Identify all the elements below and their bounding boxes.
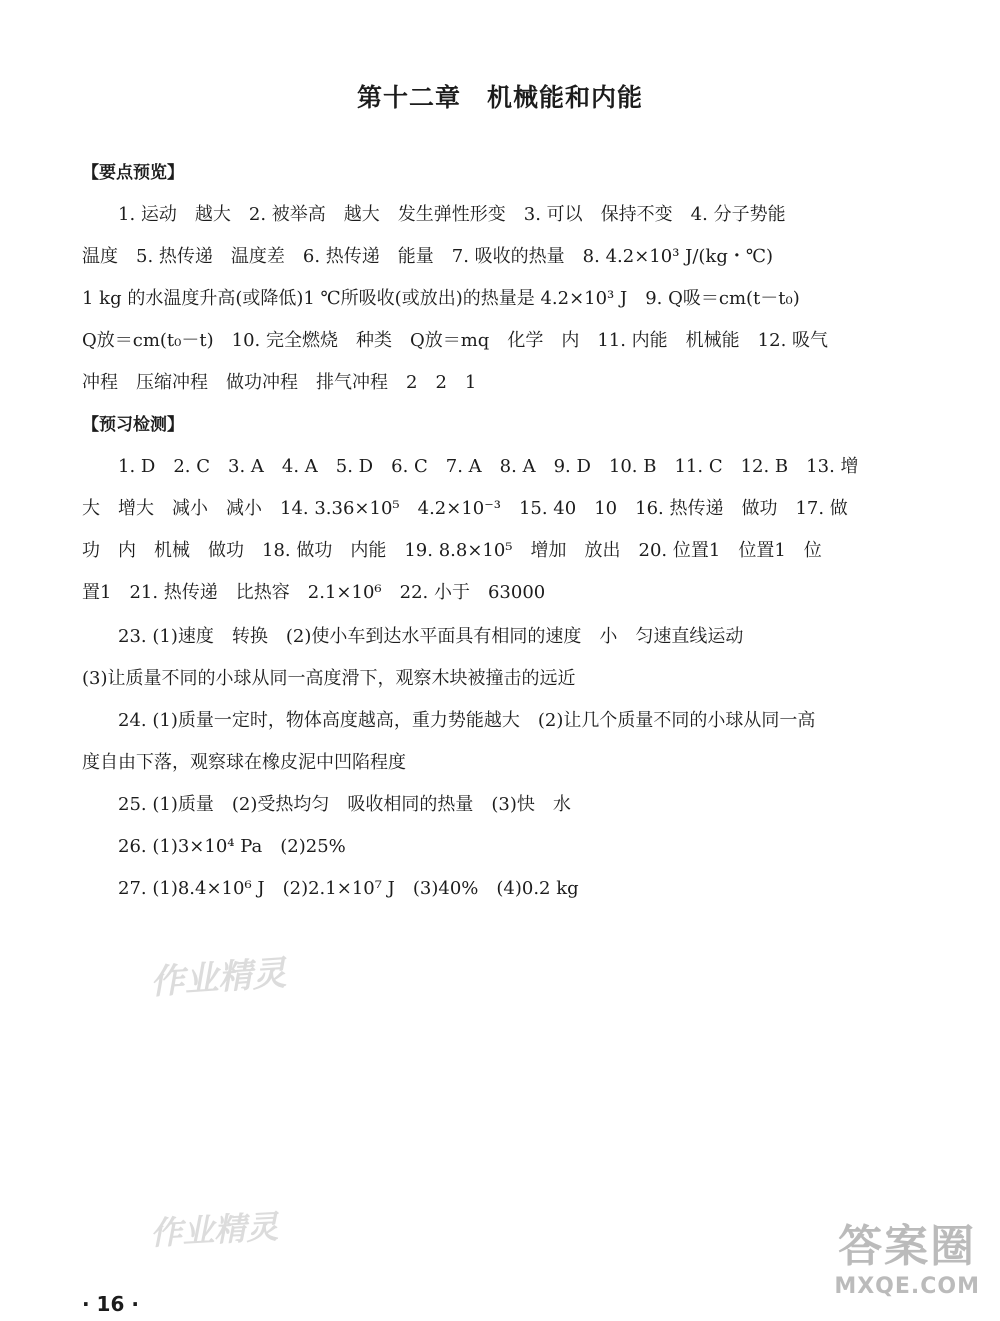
check-line-2: 大 增大 减小 减小 14. 3.36×10⁵ 4.2×10⁻³ 15. 40 10 16. 热传递 做功 17. 做 bbox=[82, 498, 848, 519]
check-line-4: 置1 21. 热传递 比热容 2.1×10⁶ 22. 小于 63000 bbox=[82, 582, 546, 603]
answer-24-line-1: 24. (1)质量一定时，物体高度越高，重力势能越大 (2)让几个质量不同的小球从同一高 bbox=[118, 710, 816, 731]
preview-line-2: 温度 5. 热传递 温度差 6. 热传递 能量 7. 吸收的热量 8. 4.2×10³ J/(kg・℃) bbox=[82, 246, 774, 267]
preview-line-4: Q放＝cm(t₀－t) 10. 完全燃烧 种类 Q放＝mq 化学 内 11. 内能 机械能 12. 吸气 bbox=[82, 330, 829, 351]
section-heading-check: 【预习检测】 bbox=[82, 415, 184, 435]
check-line-3: 功 内 机械 做功 18. 做功 内能 19. 8.8×10⁵ 增加 放出 20. 位置1 位置1 位 bbox=[82, 540, 822, 561]
site-watermark bbox=[834, 1210, 980, 1299]
faint-stamp-1: 作业精灵 bbox=[149, 953, 288, 1003]
check-line-1: 1. D 2. C 3. A 4. A 5. D 6. C 7. A 8. A 9. D 10. B 11. C 12. B 13. 增 bbox=[118, 456, 859, 477]
preview-line-3: 1 kg 的水温度升高(或降低)1 ℃所吸收(或放出)的热量是 4.2×10³ J 9. Q吸＝cm(t－t₀) bbox=[82, 288, 800, 309]
preview-line-1: 1. 运动 越大 2. 被举高 越大 发生弹性形变 3. 可以 保持不变 4. 分子势能 bbox=[118, 204, 786, 225]
preview-line-5: 冲程 压缩冲程 做功冲程 排气冲程 2 2 1 bbox=[82, 372, 477, 393]
watermark-logo-text: 答案圈 bbox=[838, 1221, 977, 1272]
answer-27: 27. (1)8.4×10⁶ J (2)2.1×10⁷ J (3)40% (4)0.2 kg bbox=[118, 878, 579, 899]
watermark-url: MXQE.COM bbox=[834, 1274, 980, 1299]
page-number: · 16 · bbox=[82, 1292, 139, 1316]
answer-23-line-2: (3)让质量不同的小球从同一高度滑下，观察木块被撞击的远近 bbox=[82, 668, 576, 689]
chapter-title: 第十二章 机械能和内能 bbox=[356, 83, 643, 112]
section-heading-preview: 【要点预览】 bbox=[82, 163, 184, 183]
answer-23-line-1: 23. (1)速度 转换 (2)使小车到达水平面具有相同的速度 小 匀速直线运动 bbox=[118, 626, 744, 647]
answer-26: 26. (1)3×10⁴ Pa (2)25% bbox=[118, 836, 346, 857]
answer-25: 25. (1)质量 (2)受热均匀 吸收相同的热量 (3)快 水 bbox=[118, 794, 571, 815]
faint-stamp-2: 作业精灵 bbox=[149, 1207, 280, 1253]
answer-24-line-2: 度自由下落，观察球在橡皮泥中凹陷程度 bbox=[82, 752, 406, 773]
